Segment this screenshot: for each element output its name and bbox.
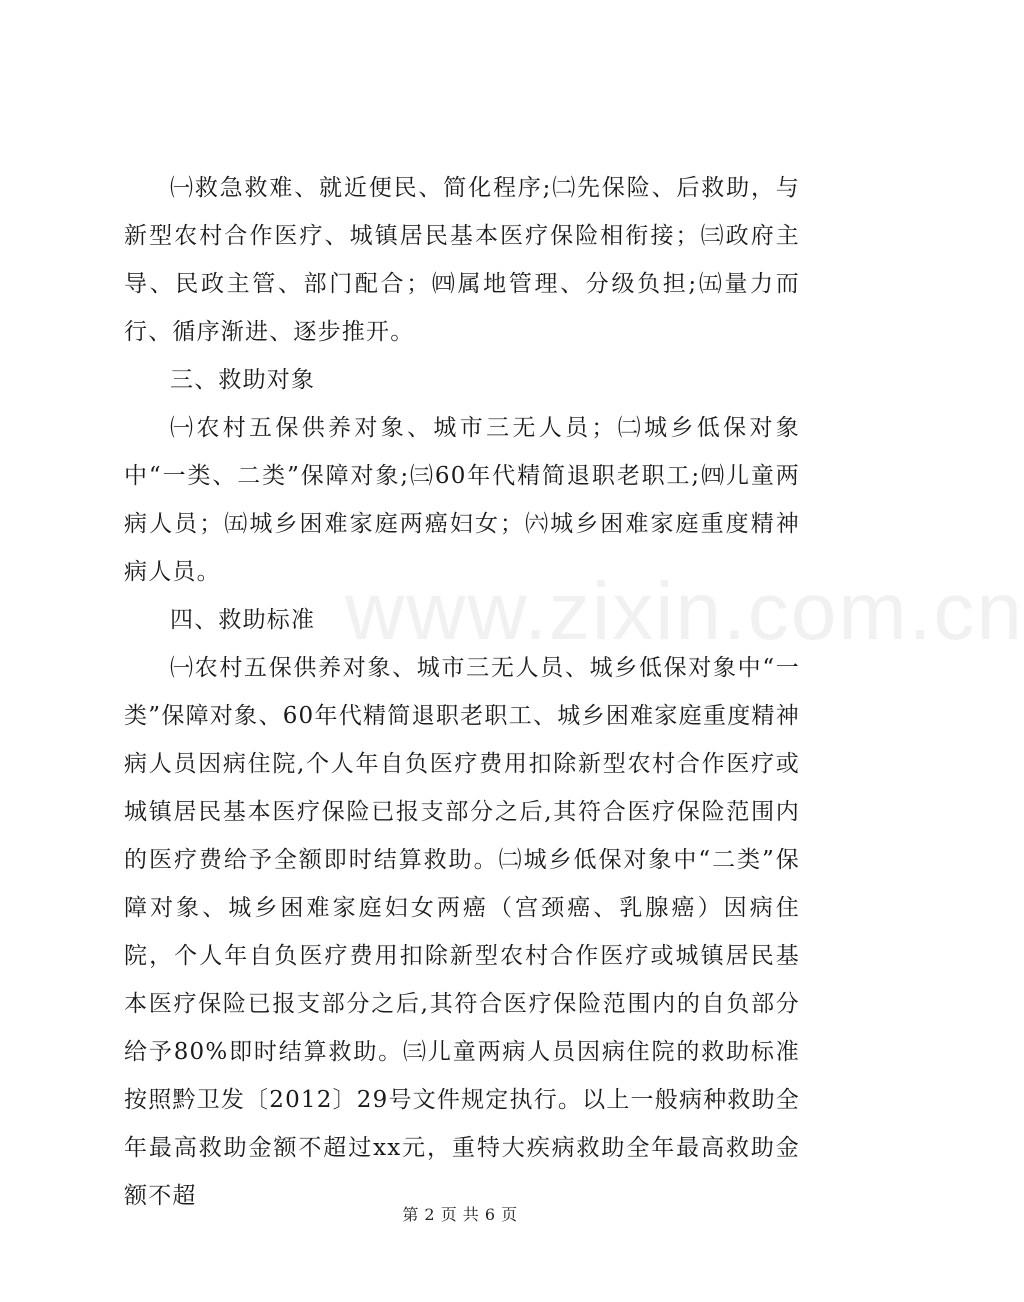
paragraph-principles: ㈠救急救难、就近便民、简化程序;㈡先保险、后救助，与新型农村合作医疗、城镇居民基本医疗保险相衔接；㈢政府主导、民政主管、部门配合；㈣属地管理、分级负担;㈤量力而行、循序渐进、逐步推开。 bbox=[124, 175, 800, 345]
page-footer: 第 2 页 共 6 页 bbox=[402, 1205, 518, 1224]
watermark: www.zixin.com.cn bbox=[345, 566, 1024, 657]
paragraph-assistance-standards: ㈠农村五保供养对象、城市三无人员、城乡低保对象中“一类”保障对象、60年代精简退职老职工、城乡困难家庭重度精神病人员因病住院,个人年自负医疗费用扣除新型农村合作医疗或城镇居民基本医疗保险已报支部分之后,其符合医疗保险范围内的医疗费给予全额即时结算救助。㈡城乡低保对象中“二类”保障对象、城乡困难家庭妇女两癌（宫颈癌、乳腺癌）因病住院，个人年自负医疗费用扣除新型农村合作医疗或城镇居民基本医疗保险已报支部分之后,其符合医疗保险范围内的自负部分给予80%即时结算救助。㈢儿童两病人员因病住院的救助标准按照黔卫发〔2012〕29号文件规定执行。以上一般病种救助全年最高救助金额不超过xx元，重特大疾病救助全年最高救助金额不超 bbox=[124, 655, 800, 1209]
document-body bbox=[124, 164, 800, 1220]
paragraph-assistance-targets: ㈠农村五保供养对象、城市三无人员；㈡城乡低保对象中“一类、二类”保障对象;㈢60年代精简退职老职工;㈣儿童两病人员；㈤城乡困难家庭两癌妇女；㈥城乡困难家庭重度精神病人员。 bbox=[124, 415, 800, 585]
section-heading-assistance-standards: 四、救助标准 bbox=[170, 607, 316, 633]
section-heading-assistance-targets: 三、救助对象 bbox=[170, 367, 316, 393]
